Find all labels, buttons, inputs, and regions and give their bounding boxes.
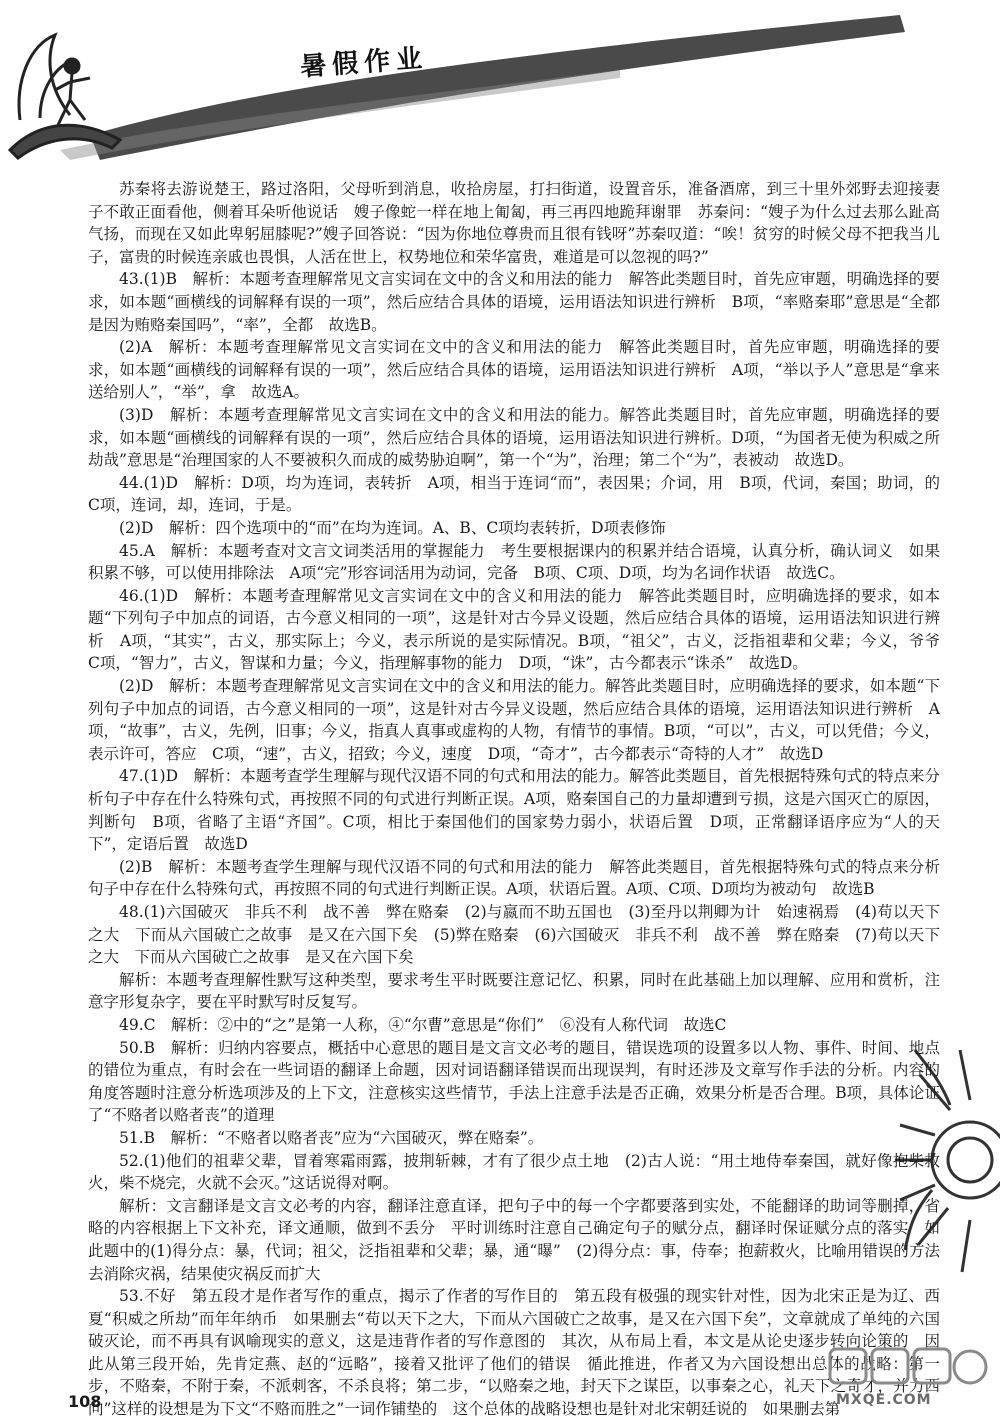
paragraph: 45.A 解析：本题考查对文言文词类活用的掌握能力 考生要根据课内的积累并结合语境，认真分析，确认词义 如果积累不够，可以使用排除法 A项“完”形容词活用为动词，完备 B项、C项、D项，均为名词作状语 故选C。 — [88, 541, 940, 583]
watermark-text: MXQE.COM — [836, 1392, 932, 1408]
answer-text-body — [88, 178, 956, 1421]
header-decoration — [0, 0, 1000, 175]
paragraph: 解析：本题考查理解性默写这种类型，要求考生平时既要注意记忆、积累，同时在此基础上加以理解、应用和赏析，注意字形复杂字，要在平时默写时反复写。 — [88, 970, 940, 1012]
page-number: 108 — [68, 1392, 102, 1411]
paragraph: 43.(1)B 解析：本题考查理解常见文言实词在文中的含义和用法的能力 解答此类题目时，首先应审题，明确选择的要求，如本题“画横线的词解释有误的一项”，然后应结合具体的语境，运用语法知识进行辨析 B项，“率赂秦耶”意思是“全都是因为贿赂秦国吗”，“率”，全都 故选B。 — [88, 270, 940, 334]
paragraph: 48.(1)六国破灭 非兵不利 战不善 弊在赂秦 (2)与嬴而不助五国也 (3)至丹以荆卿为计 始速祸焉 (4)苟以天下之大 下而从六国破亡之故事 是又在六国下矣 (5)弊在赂秦 (6)六国破灭 非兵不利 战不善 弊在赂秦 (7)苟以天下之大 下而从六国破亡之故事 是又在六国下矣 — [88, 903, 940, 967]
paragraph: (2)B 解析：本题考查学生理解与现代汉语不同的句式和用法的能力 解答此类题目，首先根据特殊句式的特点来分析句子中存在什么特殊句式，再按照不同的句式进行判断正误。A项，状语后置。A项、C项、D项均为被动句 故选B — [88, 857, 940, 899]
paragraph: (2)D 解析：本题考查理解常见文言实词在文中的含义和用法的能力。解答此类题目时，应明确选择的要求，如本题“下列句子中加点的词语，古今意义相同的一项”，这是针对古今异义设题，然后应结合具体的语境，运用语法知识进行辨析 A项，“故事”，古义，先例，旧事；今义，指真人真事或虚构的人物，有情节的事情。B项，“可以”，古义，可以凭借；今义，表示许可，答应 C项，“速”，古义，招致；今义，速度 D项，“奇才”，古今都表示“奇特的人才” 故选D — [88, 677, 940, 763]
paragraph: 53.不好 第五段才是作者写作的重点，揭示了作者的写作目的 第五段有极强的现实针对性，因为北宋正是为辽、西夏“积威之所劫”而年年纳币 如果删去“苟以天下之大，下而从六国破亡之故事，是又在六国下矣”，文章就成了单纯的六国破灭论，而不再具有讽喻现实的意义，这是违背作者的写作意图的 其次，从布局上看，本文是从论史逐步转向论策的 因此从第三段开始，先肯定燕、赵的“远略”，接着又批评了他们的错误 循此推进，作者又为六国设想出总体的战略：第一步，不赂秦，不附于秦，不派刺客，不杀良将；第二步，“以赂秦之地，封天下之谋臣，以事秦之心，礼天下之奇才，并力西向”这样的设想是为下文“不赂而胜之”一词作铺垫的 这个总体的战略设想也是针对北宋朝廷说的 如果删去第 — [88, 1287, 940, 1419]
paragraph: 苏秦将去游说楚王，路过洛阳，父母听到消息，收拾房屋，打扫街道，设置音乐，准备酒席，到三十里外郊野去迎接妻子不敢正面看他，侧着耳朵听他说话 嫂子像蛇一样在地上匍匐，再三再四地跪拜谢罪 苏秦问：“嫂子为什么过去那么趾高气扬，而现在又如此卑躬屈膝呢?”嫂子回答说：“因为你地位尊贵而且很有钱呀”苏秦叹道：“唉！贫穷的时候父母不把我当儿子，富贵的时候连亲戚也畏惧，人活在世上，权势地位和荣华富贵，难道是可以忽视的吗?” — [88, 180, 940, 266]
paragraph: 46.(1)D 解析：本题考查理解常见文言实词在文中的含义和用法的能力 解答此类题目时，应明确选择的要求，如本题“下列句子中加点的词语，古今意义相同的一项”，这是针对古今异义设题，然后应结合具体的语境，运用语法知识进行辨析 A项，“其实”，古义，那实际上；今义，表示所说的是实际情况。B项，“祖父”，古义，泛指祖辈和父辈；今义，爷爷 C项，“智力”，古义，智谋和力量；今义，指理解事物的能力 D项，“诛”，古今都表示“诛杀” 故选D。 — [88, 586, 956, 673]
paragraph: 47.(1)D 解析：本题考查学生理解与现代汉语不同的句式和用法的能力。解答此类题目，首先根据特殊句式的特点来分析句子中存在什么特殊句式，再按照不同的句式进行判断正误。A项，赂秦国自己的力量却遭到亏损，这是六国灭亡的原因，判断句 B项，省略了主语“齐国”。C项，相比于秦国他们的国家势力弱小，状语后置 D项，正常翻译语序应为“人的天下”，定语后置 故选D — [88, 767, 940, 854]
paragraph: 52.(1)他们的祖辈父辈，冒着寒霜雨露，披荆斩棘，才有了很少点土地 (2)古人说：“用土地侍奉秦国，就好像抱柴救火，柴不烧完，火就不会灭。”这话说得对啊。 — [88, 1151, 940, 1193]
paragraph: (3)D 解析：本题考查理解常见文言实词在文中的含义和用法的能力。解答此类题目时，首先应审题，明确选择的要求，如本题“画横线的词解释有误的一项”，然后应结合具体的语境，运用语法知识进行辨析。D项，“为国者无使为积威之所劫哉”意思是“治理国家的人不要被积久而成的威势胁迫啊”，第一个“为”，治理；第二个“为”，表被动 故选D。 — [88, 405, 940, 470]
header-title: 暑假作业 — [299, 43, 430, 83]
paragraph: 49.C 解析：②中的“之”是第一人称，④“尔曹”意思是“你们” ⑥没有人称代词 故选C — [119, 1015, 727, 1034]
paragraph: (2)D 解析：四个选项中的“而”在均为连词。A、B、C项均表转折，D项表修饰 — [119, 518, 666, 537]
paragraph: 44.(1)D 解析：D项，均为连词，表转折 A项，相当于连词“而”，表因果；介词，用 B项，代词，秦国；助词，的 C项，连词，却，连词，于是。 — [88, 473, 956, 515]
paragraph: 51.B 解析：“不赂者以赂者丧”应为“六国破灭，弊在赂秦”。 — [119, 1128, 544, 1147]
paragraph: 解析：文言翻译是文言文必考的内容，翻译注意直译，把句子中的每一个字都要落到实处，不能翻译的助词等删掉，省略的内容根据上下文补充，译文通顺，做到不丢分 平时训练时注意自己确定句子的赋分点，翻译时保证赋分点的落实 如此题中的(1)得分点：暴，代词；祖父，泛指祖辈和父辈；暴，通“曝” (2)得分点：事，侍奉；抱薪救火，比喻用错误的方法去消除灾祸，结果使灾祸反而扩大 — [88, 1196, 940, 1283]
surfer-illustration — [10, 35, 120, 158]
paragraph: (2)A 解析：本题考查理解常见文言实词在文中的含义和用法的能力 解答此类题目时，首先应审题，明确选择的要求，如本题“画横线的词解释有误的一项”，然后应结合具体的语境，运用语法知识进行辨析 A项，“举以予人”意思是“拿来送给别人”，“举”，拿 故选A。 — [88, 338, 940, 402]
paragraph: 50.B 解析：归纳内容要点，概括中心意思的题目是文言文必考的题目，错误选项的设置多以人物、事件、时间、地点的错位为重点，有时会在一些词语的翻译上命题，因对词语翻译错误而出现误判，有时还涉及文章写作手法的分析。内容的角度答题时注意分析选项涉及的上下文，注意核实这些情节，手法上注意手法是否正确，效果分析是否合理。B项，具体论证了“不赂者以赂者丧”的道理 — [88, 1038, 940, 1125]
